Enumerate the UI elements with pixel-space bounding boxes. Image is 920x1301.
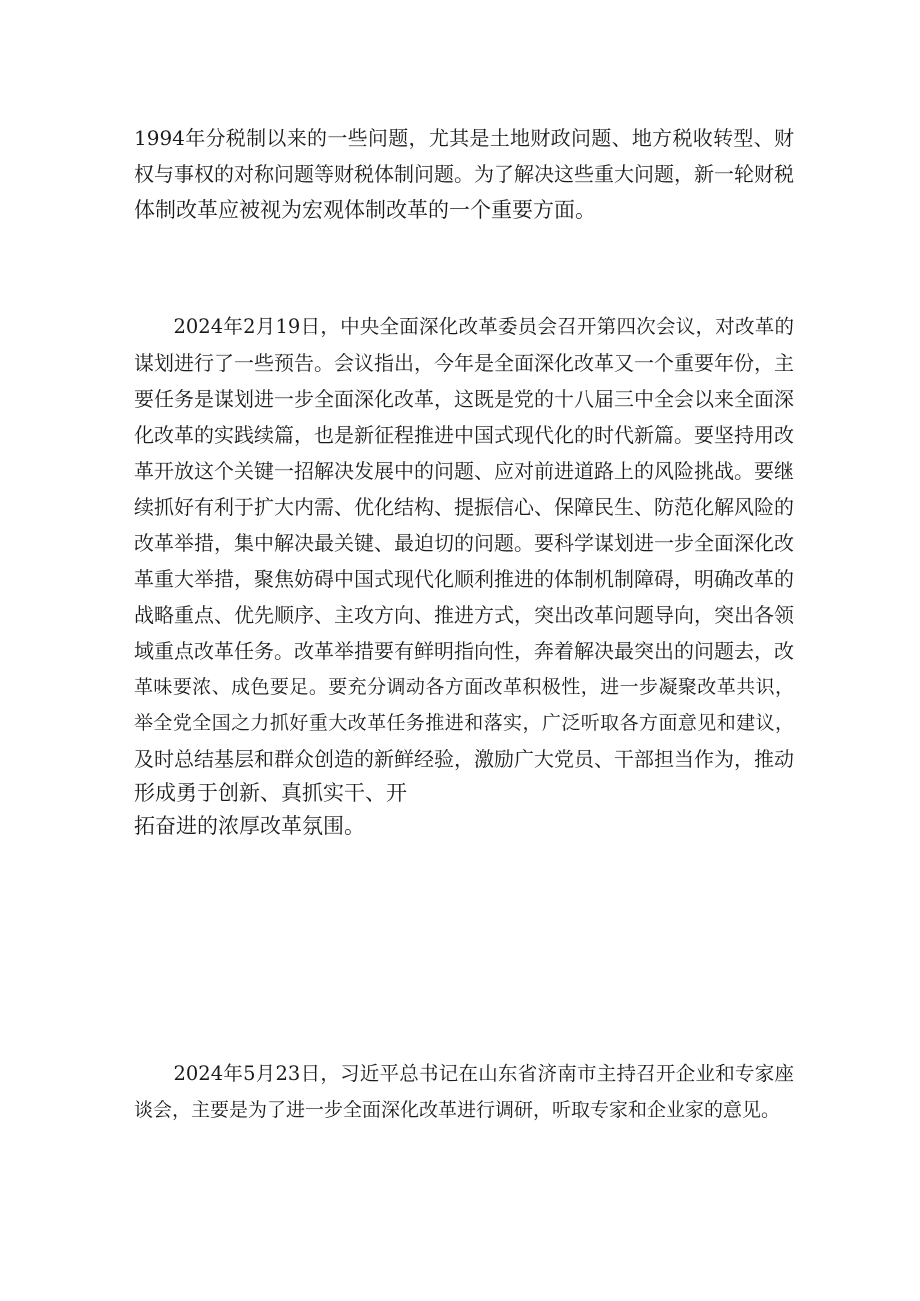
text-line: 1994年分税制以来的一些问题，尤其是土地财政问题、地方税收转型、财 [134,126,794,150]
text-line: 权与事权的对称问题等财税体制问题。为了解决这些重大问题，新一轮财税 [134,162,794,186]
paragraph-fiscal-reform [134,120,794,228]
text-line: 域重点改革任务。改革举措要有鲜明指向性，奔着解决最突出的问题去，改 [134,639,794,663]
text-line: 谈会，主要是为了进一步全面深化改革进行调研，听取专家和企业家的意见。 [134,1099,781,1121]
text-line: 拓奋进的浓厚改革氛围。 [134,814,365,838]
text-line: 要任务是谋划进一步全面深化改革，这既是党的十八届三中全会以来全面深 [134,387,794,411]
text-line: 革开放这个关键一招解决发展中的问题、应对前进道路上的风险挑战。要继 [134,459,794,483]
text-line: 2024年5月23日，习近平总书记在山东省济南市主持召开企业和专家座 [134,1062,794,1085]
paragraph-symposium [134,1056,794,1128]
text-line: 2024年2月19日，中央全面深化改革委员会召开第四次会议，对改革的 [134,315,794,338]
text-line: 形成勇于创新、真抓实干、开 [134,781,407,805]
text-line: 体制改革应被视为宏观体制改革的一个重要方面。 [134,198,596,222]
text-line: 战略重点、优先顺序、主攻方向、推进方式，突出改革问题导向，突出各领 [134,603,794,627]
text-line: 续抓好有利于扩大内需、优化结构、提振信心、保障民生、防范化解风险的 [134,495,794,519]
text-line: 化改革的实践续篇，也是新征程推进中国式现代化的时代新篇。要坚持用改 [134,423,794,447]
text-line: 改革举措，集中解决最关键、最迫切的问题。要科学谋划进一步全面深化改 [134,531,794,555]
text-line: 革重大举措，聚焦妨碍中国式现代化顺利推进的体制机制障碍，明确改革的 [134,567,794,591]
text-line: 及时总结基层和群众创造的新鲜经验，激励广大党员、干部担当作为，推动 [134,747,794,771]
text-line: 举全党全国之力抓好重大改革任务推进和落实，广泛听取各方面意见和建议， [134,712,794,734]
text-line: 谋划进行了一些预告。会议指出，今年是全面深化改革又一个重要年份，主 [134,351,794,375]
text-line: 革味要浓、成色要足。要充分调动各方面改革积极性，进一步凝聚改革共识， [134,676,794,698]
paragraph-reform-meeting [134,309,794,843]
